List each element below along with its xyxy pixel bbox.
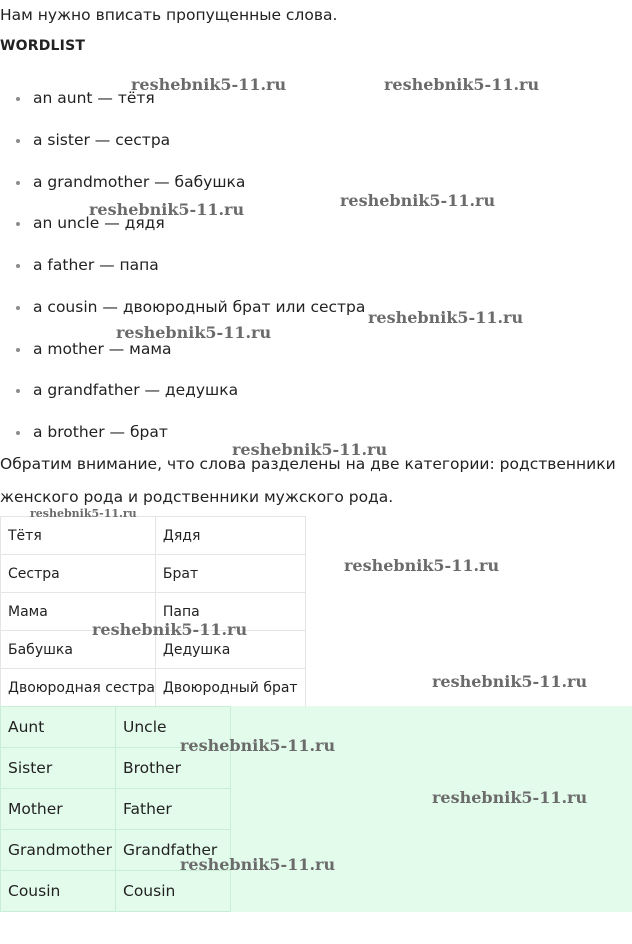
wordlist-heading: WORDLIST (0, 38, 86, 54)
wordlist-item: a sister — сестра (0, 120, 365, 162)
watermark: reshebnik5-11.ru (432, 672, 588, 691)
bullet-icon (16, 97, 20, 101)
wordlist (0, 78, 365, 454)
table-cell: Grandmother (1, 830, 116, 871)
table-cell: Бабушка (1, 631, 156, 669)
table-cell: Father (116, 789, 231, 830)
table-cell: Тётя (1, 517, 156, 555)
watermark: reshebnik5-11.ru (89, 200, 245, 219)
table-cell: Brother (116, 748, 231, 789)
wordlist-item: a father — папа (0, 245, 365, 287)
table-cell: Папа (155, 593, 305, 631)
wordlist-item: a cousin — двоюродный брат или сестра (0, 287, 365, 329)
table-cell: Uncle (116, 707, 231, 748)
table-cell: Дядя (155, 517, 305, 555)
table-cell: Grandfather (116, 830, 231, 871)
bullet-icon (16, 348, 20, 352)
table-cell: Двоюродный брат (155, 669, 305, 707)
wordlist-item: a mother — мама (0, 329, 365, 371)
watermark: reshebnik5-11.ru (116, 323, 272, 342)
table-cell: Дедушка (155, 631, 305, 669)
watermark: reshebnik5-11.ru (180, 736, 336, 755)
watermark: reshebnik5-11.ru (384, 75, 540, 94)
table-cell: Aunt (1, 707, 116, 748)
watermark: reshebnik5-11.ru (432, 788, 588, 807)
table-cell: Сестра (1, 555, 156, 593)
table-cell: Двоюродная сестра (1, 669, 156, 707)
wordlist-item: a grandfather — дедушка (0, 370, 365, 412)
table-row (1, 669, 306, 707)
watermark: reshebnik5-11.ru (180, 855, 336, 874)
table-row (1, 517, 306, 555)
watermark: reshebnik5-11.ru (344, 556, 500, 575)
bullet-icon (16, 264, 20, 268)
watermark: reshebnik5-11.ru (131, 75, 287, 94)
bullet-icon (16, 139, 20, 143)
watermark: reshebnik5-11.ru (30, 507, 137, 520)
watermark: reshebnik5-11.ru (368, 308, 524, 327)
table-cell: Mother (1, 789, 116, 830)
wordlist-item: a grandmother — бабушка (0, 162, 365, 204)
watermark: reshebnik5-11.ru (92, 620, 248, 639)
bullet-icon (16, 431, 20, 435)
table-cell: Sister (1, 748, 116, 789)
bullet-icon (16, 181, 20, 185)
wordlist-item: an uncle — дядя (0, 203, 365, 245)
explanation-paragraph: Обратим внимание, что слова разделены на две категории: родственники женского рода и родственники мужского рода. (0, 455, 616, 506)
bullet-icon (16, 389, 20, 393)
watermark: reshebnik5-11.ru (340, 191, 496, 210)
wordlist-item: an aunt — тётя (0, 78, 365, 120)
bullet-icon (16, 306, 20, 310)
intro-text: Нам нужно вписать пропущенные слова. (0, 6, 338, 24)
table-row (1, 555, 306, 593)
table-cell: Мама (1, 593, 156, 631)
watermark: reshebnik5-11.ru (232, 440, 388, 459)
table-cell: Брат (155, 555, 305, 593)
table-cell: Cousin (1, 871, 116, 912)
bullet-icon (16, 222, 20, 226)
table-cell: Cousin (116, 871, 231, 912)
wordlist-item: a brother — брат (0, 412, 365, 454)
table-row (1, 789, 231, 830)
russian-table (0, 516, 306, 707)
table-row (1, 871, 231, 912)
